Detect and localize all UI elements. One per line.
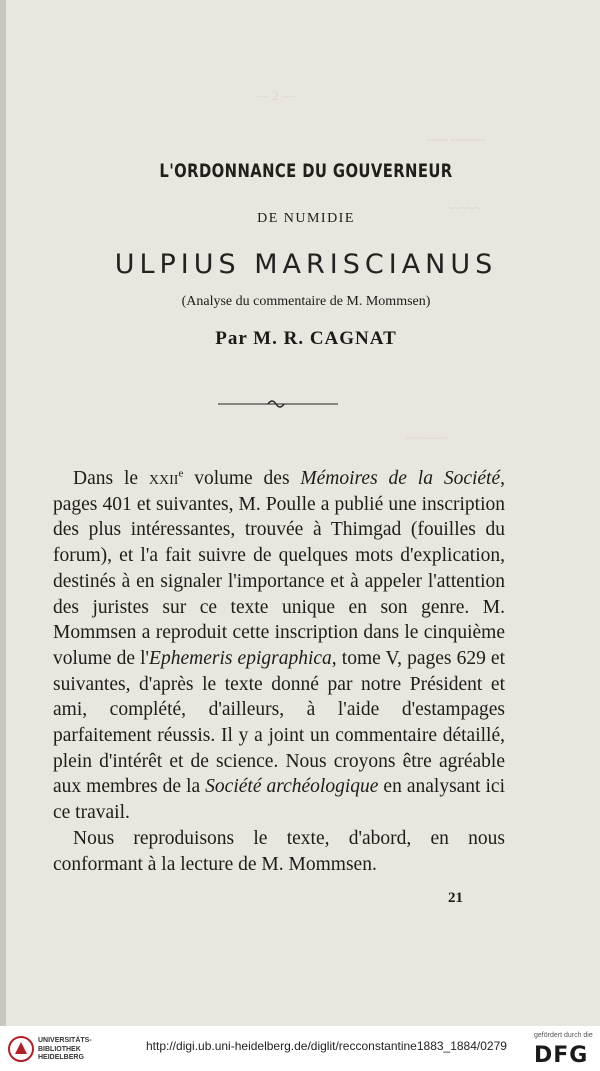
- viewer-footer: [0, 1026, 600, 1071]
- permalink-url[interactable]: http://digi.ub.uni-heidelberg.de/diglit/recconstantine1883_1884/0279: [146, 1039, 507, 1053]
- paragraph-1: [53, 466, 505, 826]
- paragraph-2: Nous reproduisons le texte, d'abord, en nous conformant à la lecture de M. Mommsen.: [53, 827, 505, 875]
- institution-line: BIBLIOTHEK: [38, 1045, 81, 1053]
- ornamental-divider: [218, 396, 338, 410]
- page-number: 21: [448, 890, 463, 906]
- show-through-text: — 2 —: [256, 88, 295, 103]
- text-run: Dans le: [73, 468, 149, 489]
- institution-line: UNIVERSITÄTS-: [38, 1037, 92, 1044]
- volume-number: xxii: [148, 468, 179, 489]
- show-through-text: ~~~ ~~~~~: [426, 132, 486, 147]
- journal-title: Mémoires de la Société: [300, 468, 501, 489]
- text-run: , tome V, pages 629 et suivantes, d'après le texte donné par notre Président et ami, complété, d'ailleurs, à l'aide d'estampages parfaitement réussis. Il y a joint un commentaire détaillé, plein d'intérêt et de science. Nous croyons être agréable aux membres de la: [53, 647, 506, 798]
- ephemeris-title: Ephemeris epigraphica: [149, 647, 332, 669]
- superscript: e: [178, 467, 184, 480]
- university-name: [38, 1037, 92, 1063]
- society-name: Société archéologique: [205, 776, 379, 798]
- institution-line: HEIDELBERG: [38, 1054, 84, 1061]
- article-body: [53, 466, 505, 877]
- governor-name: ULPIUS MARISCIANUS: [114, 249, 498, 280]
- article-title: L'ORDONNANCE DU GOUVERNEUR: [159, 160, 453, 182]
- text-run: , pages 401 et suivantes, M. Poulle a publié une inscription des plus intéressantes, trouvée à Thimgad (fouilles du forum), et l'a fait suivre de quelques mots d'explication, destinés à en signaler l'importance et à appeler l'attention des juristes sur ce texte unique en son genre. M. Mommsen a reproduit cette inscription dans le cinquième volume de l': [53, 468, 506, 669]
- text-run: en analysant ici ce travail.: [53, 776, 505, 824]
- university-seal-icon: [8, 1036, 34, 1062]
- show-through-text: ~~~~~: [446, 200, 482, 215]
- show-through-text: ~~~~~~: [406, 430, 449, 445]
- dfg-logo: DFG: [534, 1043, 589, 1068]
- article-subtitle: DE NUMIDIE: [257, 211, 355, 226]
- analysis-note: (Analyse du commentaire de M. Mommsen): [181, 294, 431, 309]
- author-line: Par M. R. CAGNAT: [215, 328, 397, 349]
- funding-label: gefördert durch die: [534, 1032, 593, 1039]
- text-run: volume des: [183, 468, 301, 489]
